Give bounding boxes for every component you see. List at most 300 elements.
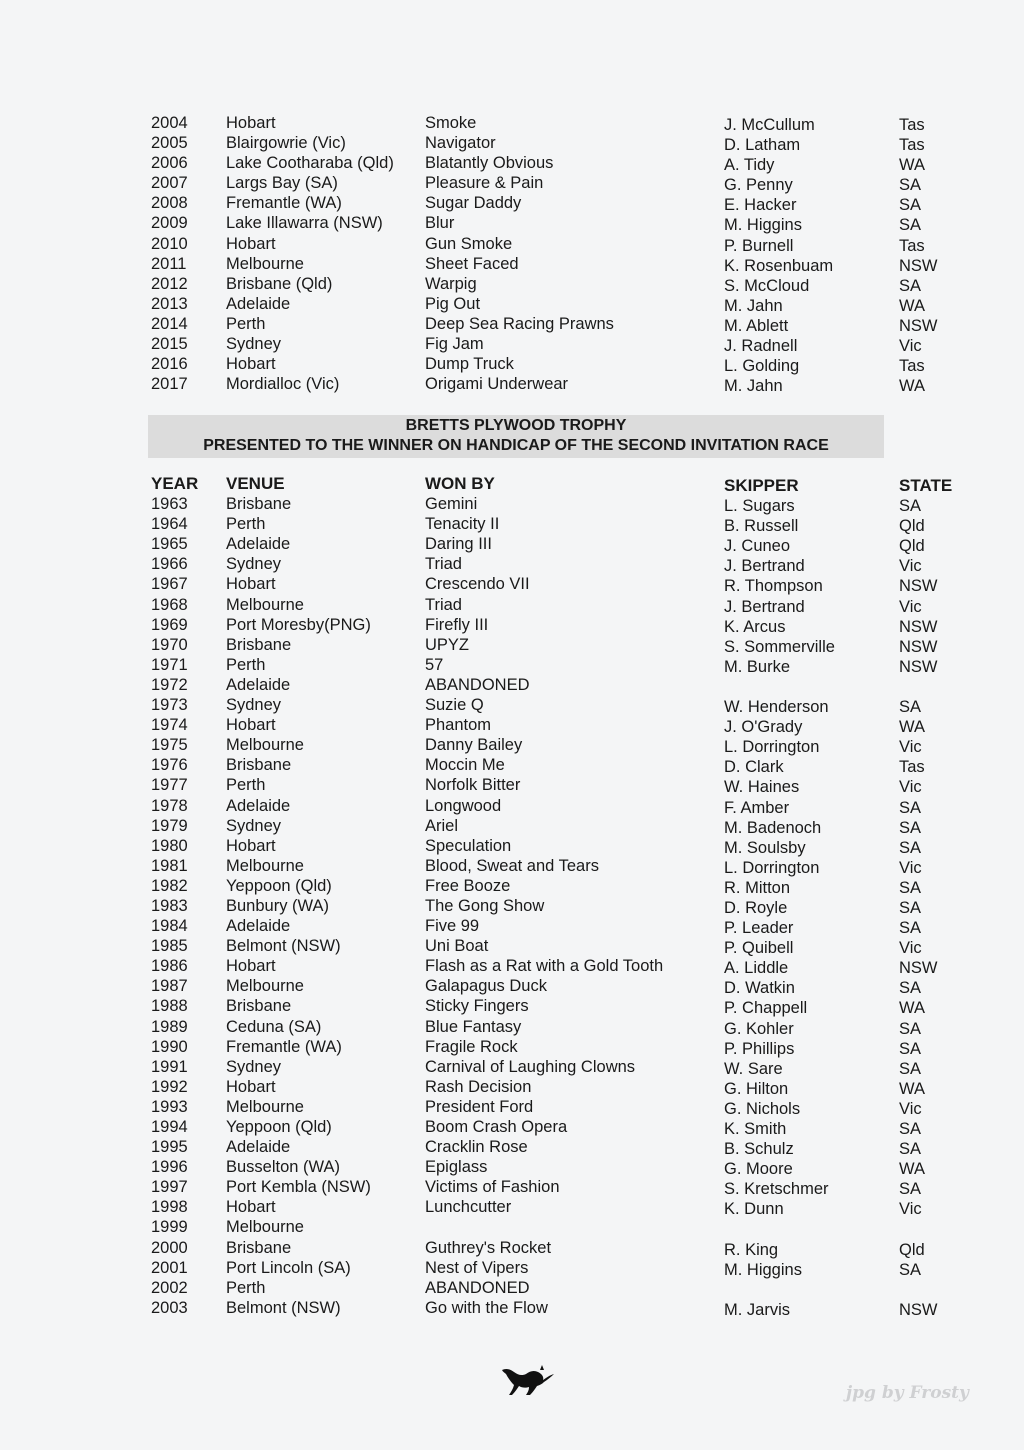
cell-won-by: Triad	[425, 595, 462, 614]
cell-won-by: Gun Smoke	[425, 234, 513, 253]
cell-state: SA	[899, 818, 922, 837]
cell-won-by: Nest of Vipers	[425, 1258, 529, 1277]
table-row	[150, 354, 950, 374]
cell-venue: Yeppoon (Qld)	[226, 1118, 332, 1136]
table-row	[150, 796, 950, 816]
trophy-subtitle: PRESENTED TO THE WINNER ON HANDICAP OF THE SECOND INVITATION RACE	[203, 437, 829, 454]
cell-year: 1973	[151, 696, 188, 715]
cell-venue: Perth	[226, 655, 266, 674]
cell-year: 1971	[151, 655, 188, 674]
cell-skipper: M. Jahn	[724, 296, 783, 315]
cell-venue: Melbourne	[226, 254, 304, 273]
table-row	[150, 1258, 950, 1278]
cell-won-by: Deep Sea Racing Prawns	[425, 314, 614, 333]
cell-won-by: Ariel	[425, 816, 459, 835]
cell-skipper: D. Watkin	[724, 979, 795, 998]
cell-won-by: Boom Crash Opera	[425, 1118, 568, 1136]
cell-won-by: Daring III	[425, 535, 492, 554]
table-row	[150, 1157, 950, 1177]
cell-won-by: Triad	[425, 555, 462, 574]
cell-skipper: R. King	[724, 1240, 779, 1259]
cell-state: SA	[899, 878, 922, 897]
cell-venue: Hobart	[226, 957, 276, 976]
cell-won-by: Smoke	[425, 114, 477, 132]
cell-year: 1977	[151, 776, 188, 795]
cell-won-by: Victims of Fashion	[425, 1178, 560, 1197]
cell-skipper: E. Hacker	[724, 196, 797, 215]
cell-year: 1989	[151, 1017, 188, 1036]
cell-state: NSW	[899, 256, 938, 275]
table-row	[150, 816, 950, 836]
cell-state: Tas	[899, 116, 925, 134]
cell-skipper: W. Henderson	[724, 698, 829, 717]
table-row	[150, 1017, 950, 1037]
table-row	[150, 314, 950, 334]
cell-skipper: J. Bertrand	[724, 557, 805, 576]
cell-won-by: The Gong Show	[425, 896, 545, 915]
cell-won-by: Blue Fantasy	[425, 1017, 522, 1036]
cell-venue: Melbourne	[226, 736, 304, 755]
cell-year: 1976	[151, 756, 188, 775]
cell-state: SA	[899, 1019, 922, 1038]
header-state: STATE	[899, 476, 953, 495]
cell-venue: Brisbane	[226, 635, 292, 654]
cell-year: 1992	[151, 1077, 188, 1096]
cell-won-by: Blur	[425, 214, 455, 233]
cell-year: 1968	[151, 595, 188, 614]
cell-venue: Melbourne	[226, 856, 304, 875]
cell-won-by: Phantom	[425, 716, 492, 735]
cell-state: SA	[899, 1180, 922, 1199]
cell-skipper: M. Higgins	[724, 1260, 802, 1279]
cell-venue: Belmont (NSW)	[226, 1298, 341, 1317]
photo-credit: jpg by Frosty	[846, 1383, 969, 1403]
cell-year: 2006	[151, 154, 188, 173]
cell-skipper: K. Arcus	[724, 617, 786, 636]
cell-state: NSW	[899, 657, 938, 676]
cell-won-by: Blood, Sweat and Tears	[425, 856, 599, 875]
cell-venue: Fremantle (WA)	[226, 194, 342, 213]
table-row	[150, 1137, 950, 1157]
cell-venue: Brisbane	[226, 1238, 292, 1257]
cell-year: 1994	[151, 1118, 188, 1136]
cell-skipper: D. Clark	[724, 758, 784, 777]
cell-skipper: P. Quibell	[724, 939, 794, 958]
cell-venue: Hobart	[226, 355, 276, 374]
cell-skipper: R. Thompson	[724, 577, 823, 596]
table-row	[150, 1197, 950, 1217]
cell-skipper: J. O'Grady	[724, 718, 803, 737]
table-row	[150, 133, 950, 153]
cell-year: 2003	[151, 1298, 188, 1317]
cell-won-by: Firefly III	[425, 615, 489, 634]
cell-venue: Sydney	[226, 816, 282, 835]
cell-state: Vic	[899, 778, 922, 797]
cell-skipper: G. Kohler	[724, 1019, 794, 1038]
cell-year: 1996	[151, 1158, 188, 1177]
table-row	[150, 615, 950, 635]
table-row	[150, 1057, 950, 1077]
table-row	[150, 254, 950, 274]
cell-venue: Sydney	[226, 1057, 282, 1076]
cell-skipper: F. Amber	[724, 798, 790, 817]
cell-won-by: Go with the Flow	[425, 1298, 548, 1317]
cell-state: SA	[899, 276, 922, 295]
cell-state: Tas	[899, 136, 925, 155]
cell-state: WA	[899, 156, 925, 175]
cell-skipper: B. Schulz	[724, 1140, 794, 1159]
cell-venue: Brisbane (Qld)	[226, 274, 333, 293]
cell-skipper: M. Higgins	[724, 216, 802, 235]
table-row	[150, 334, 950, 354]
table-row	[150, 1298, 950, 1318]
cell-skipper: D. Royle	[724, 898, 788, 917]
cell-state: Vic	[899, 939, 922, 958]
cell-year: 2015	[151, 335, 188, 354]
cell-venue: Mordialloc (Vic)	[226, 375, 340, 394]
cell-skipper: B. Russell	[724, 517, 799, 536]
table-row	[150, 655, 950, 675]
cell-state: NSW	[899, 316, 938, 335]
cell-skipper: G. Hilton	[724, 1079, 789, 1098]
table-header	[150, 474, 953, 495]
table-row	[150, 1077, 950, 1097]
cell-skipper: J. Cuneo	[724, 537, 791, 556]
cell-skipper: L. Dorrington	[724, 858, 820, 877]
cell-skipper: D. Latham	[724, 136, 801, 155]
cell-won-by: Pig Out	[425, 294, 481, 313]
cell-skipper: W. Haines	[724, 778, 800, 797]
cell-state: SA	[899, 1260, 922, 1279]
cell-won-by: Origami Underwear	[425, 375, 569, 394]
table-row	[150, 1278, 950, 1298]
cell-venue: Sydney	[226, 555, 282, 574]
previous-results-table	[150, 113, 950, 394]
cell-venue: Brisbane	[226, 495, 292, 514]
table-row	[150, 595, 950, 615]
cell-year: 1997	[151, 1178, 188, 1197]
cell-state: Tas	[899, 236, 925, 255]
table-row	[150, 735, 950, 755]
cell-skipper: M. Jahn	[724, 377, 783, 396]
cell-venue: Port Lincoln (SA)	[226, 1258, 351, 1277]
cell-year: 1966	[151, 555, 188, 574]
cell-won-by: Speculation	[425, 836, 512, 855]
cell-venue: Brisbane	[226, 997, 292, 1016]
cell-skipper: L. Golding	[724, 357, 800, 376]
cell-skipper: S. Kretschmer	[724, 1180, 829, 1199]
cell-state: SA	[899, 798, 922, 817]
table-row	[150, 534, 950, 554]
trophy-title: BRETTS PLYWOOD TROPHY	[405, 417, 627, 434]
cell-skipper: M. Badenoch	[724, 818, 822, 837]
cell-skipper: A. Tidy	[724, 156, 775, 175]
table-row	[150, 374, 950, 394]
cell-state: Vic	[899, 858, 922, 877]
cell-won-by: Pleasure & Pain	[425, 174, 544, 193]
cell-state: WA	[899, 718, 925, 737]
header-year: YEAR	[151, 474, 199, 493]
cell-won-by: Crescendo VII	[425, 575, 530, 594]
cell-year: 2007	[151, 174, 188, 193]
cell-won-by: Warpig	[425, 274, 477, 293]
cell-won-by: Guthrey's Rocket	[425, 1238, 552, 1257]
cell-state: WA	[899, 1079, 925, 1098]
cell-skipper: K. Rosenbuam	[724, 256, 834, 275]
cell-year: 1990	[151, 1037, 188, 1056]
header-skipper: SKIPPER	[724, 476, 799, 495]
cell-year: 2005	[151, 134, 188, 153]
cell-won-by: Norfolk Bitter	[425, 776, 521, 795]
cell-state: WA	[899, 377, 925, 396]
cell-year: 1998	[151, 1198, 188, 1217]
cell-year: 1972	[151, 675, 188, 694]
cell-year: 1975	[151, 736, 188, 755]
cell-skipper: W. Sare	[724, 1059, 783, 1078]
cell-won-by: UPYZ	[425, 635, 470, 654]
table-row	[150, 494, 950, 514]
table-row	[150, 173, 950, 193]
cell-year: 1964	[151, 515, 188, 534]
cell-venue: Blairgowrie (Vic)	[226, 134, 346, 153]
table-row	[150, 1037, 950, 1057]
cell-state: SA	[899, 1140, 922, 1159]
cell-venue: Port Moresby(PNG)	[226, 615, 371, 634]
cell-venue: Perth	[226, 314, 266, 333]
cell-year: 2008	[151, 194, 188, 213]
table-row	[150, 936, 950, 956]
cell-skipper: M. Jarvis	[724, 1300, 790, 1319]
cell-skipper: M. Ablett	[724, 316, 789, 335]
cell-venue: Adelaide	[226, 675, 291, 694]
cell-skipper: M. Burke	[724, 657, 791, 676]
cell-skipper: G. Nichols	[724, 1099, 801, 1118]
cell-venue: Hobart	[226, 836, 276, 855]
cell-won-by: Cracklin Rose	[425, 1138, 528, 1157]
cell-won-by: Fig Jam	[425, 335, 484, 354]
cell-year: 1999	[151, 1218, 188, 1237]
cell-venue: Bunbury (WA)	[226, 896, 329, 915]
cell-venue: Lake Cootharaba (Qld)	[226, 154, 394, 173]
table-row	[150, 755, 950, 775]
cell-skipper: J. Bertrand	[724, 597, 805, 616]
cell-won-by: Blatantly Obvious	[425, 154, 554, 173]
cell-year: 1969	[151, 615, 188, 634]
table-row	[150, 836, 950, 856]
table-row	[150, 213, 950, 233]
cell-venue: Hobart	[226, 575, 276, 594]
cell-won-by: Lunchcutter	[425, 1198, 512, 1217]
table-row	[150, 635, 950, 655]
cell-state: SA	[899, 176, 922, 195]
header-venue: VENUE	[226, 474, 285, 493]
cell-skipper: S. Sommerville	[724, 637, 835, 656]
cell-year: 1991	[151, 1057, 188, 1076]
cell-year: 2014	[151, 314, 188, 333]
cell-year: 1995	[151, 1138, 188, 1157]
cell-skipper: G. Penny	[724, 176, 793, 195]
table-row	[150, 294, 950, 314]
table-row	[150, 514, 950, 534]
cell-state: SA	[899, 838, 922, 857]
cell-year: 2017	[151, 375, 188, 394]
table-row	[150, 715, 950, 735]
table-row	[150, 976, 950, 996]
cell-won-by: Rash Decision	[425, 1077, 532, 1096]
cell-year: 1965	[151, 535, 188, 554]
table-row	[150, 1217, 950, 1237]
cell-won-by: 57	[425, 655, 444, 674]
cell-year: 1974	[151, 716, 188, 735]
header-won-by: WON BY	[425, 474, 495, 493]
cell-won-by: Sheet Faced	[425, 254, 519, 273]
cell-year: 1963	[151, 495, 188, 514]
cell-state: Qld	[899, 517, 925, 536]
cell-state: SA	[899, 1120, 922, 1138]
cell-venue: Lake Illawarra (NSW)	[226, 214, 383, 233]
cell-year: 2013	[151, 294, 188, 313]
cell-state: SA	[899, 497, 922, 516]
cell-year: 2011	[151, 254, 187, 273]
cell-state: NSW	[899, 617, 938, 636]
table-row	[150, 775, 950, 795]
cell-won-by: Fragile Rock	[425, 1037, 518, 1056]
cell-state: Vic	[899, 1200, 922, 1219]
table-row	[150, 574, 950, 594]
cell-venue: Melbourne	[226, 1218, 304, 1237]
cell-state: Tas	[899, 758, 925, 777]
cell-skipper: K. Smith	[724, 1120, 787, 1138]
table-row	[150, 896, 950, 916]
table-row	[150, 554, 950, 574]
cell-state: Vic	[899, 597, 922, 616]
cell-state: Vic	[899, 738, 922, 757]
cell-won-by: Flash as a Rat with a Gold Tooth	[425, 957, 664, 976]
cell-year: 1986	[151, 957, 188, 976]
table-row	[150, 1117, 950, 1137]
cell-won-by: Longwood	[425, 796, 502, 815]
table-row	[150, 1238, 950, 1258]
cell-won-by: Sticky Fingers	[425, 997, 529, 1016]
cell-state: NSW	[899, 959, 938, 978]
cell-year: 1985	[151, 937, 188, 956]
cell-state: Vic	[899, 337, 922, 356]
cell-state: Qld	[899, 1240, 925, 1259]
cell-won-by: Galapagus Duck	[425, 977, 547, 996]
cell-venue: Adelaide	[226, 917, 291, 936]
cell-won-by: Dump Truck	[425, 355, 514, 374]
cell-state: Vic	[899, 1099, 922, 1118]
cell-state: Qld	[899, 537, 925, 556]
cell-skipper: P. Leader	[724, 919, 794, 938]
table-row	[150, 153, 950, 173]
cell-venue: Hobart	[226, 716, 276, 735]
table-row	[150, 1177, 950, 1197]
cell-won-by: Uni Boat	[425, 937, 489, 956]
cell-year: 1970	[151, 635, 188, 654]
table-row	[150, 996, 950, 1016]
cell-venue: Melbourne	[226, 1097, 304, 1116]
cell-skipper: L. Dorrington	[724, 738, 820, 757]
table-row	[150, 1097, 950, 1117]
cell-venue: Melbourne	[226, 977, 304, 996]
cell-venue: Hobart	[226, 114, 276, 132]
cell-venue: Perth	[226, 776, 266, 795]
cell-venue: Hobart	[226, 1198, 276, 1217]
cell-venue: Busselton (WA)	[226, 1158, 341, 1177]
cell-skipper: P. Chappell	[724, 999, 808, 1018]
cell-won-by: Moccin Me	[425, 756, 505, 775]
cell-state: NSW	[899, 577, 938, 596]
cell-skipper: L. Sugars	[724, 497, 795, 516]
cell-state: Tas	[899, 357, 925, 376]
cell-won-by: Free Booze	[425, 876, 511, 895]
table-row	[150, 856, 950, 876]
cell-won-by: Suzie Q	[425, 696, 484, 715]
cell-venue: Brisbane	[226, 756, 292, 775]
cell-venue: Adelaide	[226, 796, 291, 815]
cell-venue: Hobart	[226, 1077, 276, 1096]
cell-won-by: Tenacity II	[425, 515, 500, 534]
cell-skipper: M. Soulsby	[724, 838, 806, 857]
cell-year: 1967	[151, 575, 188, 594]
cell-state: SA	[899, 1039, 922, 1058]
table-row	[150, 234, 950, 254]
table-row	[150, 695, 950, 715]
cell-venue: Sydney	[226, 696, 282, 715]
cell-venue: Hobart	[226, 234, 276, 253]
cell-state: SA	[899, 919, 922, 938]
cell-won-by: Sugar Daddy	[425, 194, 522, 213]
table-row	[150, 675, 950, 695]
cell-venue: Fremantle (WA)	[226, 1037, 342, 1056]
kangaroo-icon	[500, 1362, 556, 1398]
cell-venue: Melbourne	[226, 595, 304, 614]
table-row	[150, 113, 950, 133]
cell-year: 1978	[151, 796, 188, 815]
cell-year: 1988	[151, 997, 188, 1016]
table-row	[150, 916, 950, 936]
cell-skipper: S. McCloud	[724, 276, 810, 295]
cell-venue: Sydney	[226, 335, 282, 354]
cell-won-by: Navigator	[425, 134, 496, 153]
cell-won-by: Five 99	[425, 917, 480, 936]
cell-skipper: P. Phillips	[724, 1039, 795, 1058]
cell-venue: Port Kembla (NSW)	[226, 1178, 371, 1197]
cell-year: 2000	[151, 1238, 188, 1257]
cell-skipper: J. Radnell	[724, 337, 798, 356]
table-row	[150, 193, 950, 213]
cell-year: 1982	[151, 876, 188, 895]
cell-year: 2012	[151, 274, 188, 293]
cell-state: WA	[899, 999, 925, 1018]
cell-year: 2009	[151, 214, 188, 233]
cell-venue: Adelaide	[226, 294, 291, 313]
cell-state: SA	[899, 979, 922, 998]
cell-skipper: G. Moore	[724, 1160, 793, 1179]
cell-venue: Largs Bay (SA)	[226, 174, 338, 193]
cell-year: 1979	[151, 816, 188, 835]
cell-venue: Perth	[226, 1278, 266, 1297]
cell-venue: Adelaide	[226, 535, 291, 554]
cell-year: 2010	[151, 234, 188, 253]
trophy-banner	[148, 415, 884, 458]
cell-year: 2004	[151, 114, 188, 132]
cell-skipper: R. Mitton	[724, 878, 791, 897]
cell-skipper: J. McCullum	[724, 116, 815, 134]
cell-state: SA	[899, 898, 922, 917]
trophy-results-table	[150, 474, 953, 1319]
